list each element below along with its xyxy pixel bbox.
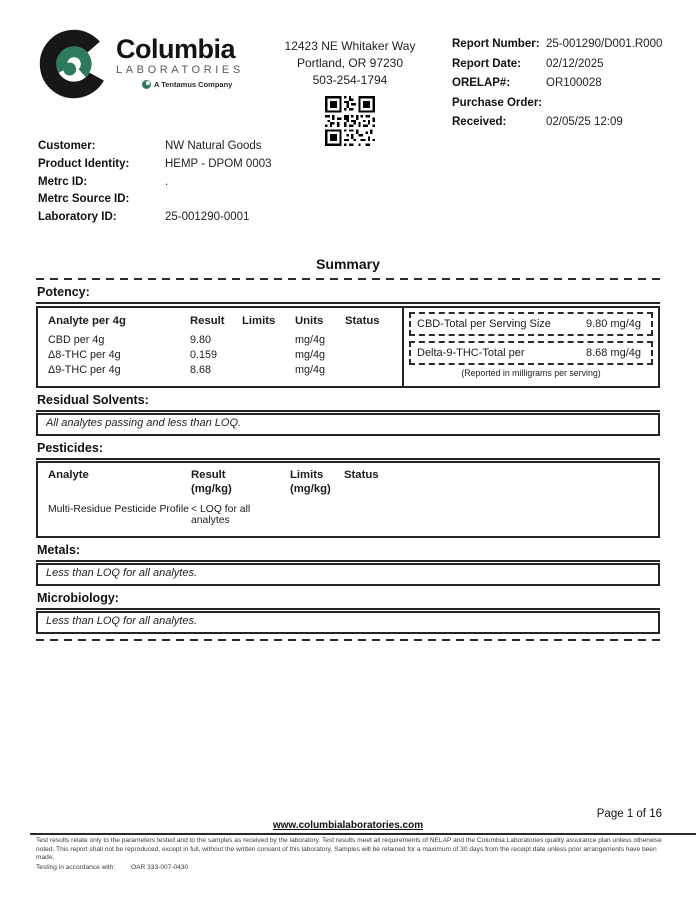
report-info-row bbox=[452, 58, 692, 70]
col-header-analyte: Analyte bbox=[48, 469, 89, 481]
cell-limits bbox=[290, 504, 344, 526]
summary-section bbox=[36, 256, 660, 641]
table-row bbox=[48, 333, 402, 348]
cell-limits bbox=[242, 333, 295, 348]
cbd-total-box bbox=[409, 312, 653, 336]
col-header-limits: Limits bbox=[242, 315, 276, 327]
qr-code-icon bbox=[325, 96, 375, 146]
sample-info-row bbox=[38, 211, 438, 223]
delta9-total-box bbox=[409, 341, 653, 365]
tentamus-icon bbox=[142, 80, 151, 89]
sample-info-row bbox=[38, 140, 438, 152]
microbiology-heading: Microbiology: bbox=[36, 591, 660, 610]
report-date-label: Report Date: bbox=[452, 57, 522, 70]
cell-status bbox=[345, 333, 402, 348]
cell-analyte: CBD per 4g bbox=[48, 334, 105, 346]
dashed-divider bbox=[36, 278, 660, 280]
potency-heading: Potency: bbox=[36, 285, 660, 304]
orelap-value: OR100028 bbox=[546, 77, 602, 89]
report-number-value: 25-001290/D001.R000 bbox=[546, 38, 663, 50]
metrc-id-label: Metrc ID: bbox=[38, 175, 88, 188]
table-row bbox=[48, 363, 402, 378]
logo-wordmark: Columbia bbox=[116, 34, 236, 64]
residual-solvents-result: All analytes passing and less than LOQ. bbox=[36, 413, 660, 436]
orelap-label: ORELAP#: bbox=[452, 77, 511, 89]
report-info-block bbox=[452, 38, 692, 136]
report-info-row bbox=[452, 38, 692, 50]
summary-title: Summary bbox=[316, 256, 380, 272]
sample-info-block bbox=[38, 140, 438, 229]
dashed-divider bbox=[36, 639, 660, 641]
cell-status bbox=[345, 348, 402, 363]
table-row bbox=[48, 504, 658, 526]
cell-analyte: Δ8-THC per 4g bbox=[48, 349, 121, 361]
cbd-total-label: CBD-Total per Serving Size bbox=[417, 318, 551, 330]
cell-units: mg/4g bbox=[295, 334, 326, 346]
cell-status bbox=[344, 504, 658, 526]
metals-result: Less than LOQ for all analytes. bbox=[36, 563, 660, 586]
col-header-units: Units bbox=[295, 315, 324, 327]
received-value: 02/05/25 12:09 bbox=[546, 116, 623, 128]
cell-units: mg/4g bbox=[295, 364, 326, 376]
footer-disclaimer bbox=[36, 837, 664, 872]
table-row bbox=[48, 348, 402, 363]
cell-limits bbox=[242, 348, 295, 363]
metrc-id-value: . bbox=[165, 175, 169, 188]
accordance-label: Testing in accordance with: bbox=[36, 863, 116, 871]
laboratory-id-value: 25-001290-0001 bbox=[165, 211, 250, 224]
customer-value: NW Natural Goods bbox=[165, 140, 262, 152]
potency-header-row bbox=[48, 314, 402, 329]
potency-summary-panel bbox=[404, 308, 658, 386]
col-header-result: Result bbox=[190, 315, 225, 327]
pesticides-heading: Pesticides: bbox=[36, 441, 660, 460]
disclaimer-text: Test results relate only to the parameters tested and to the samples as received by the laboratory. Test results meet all requirements of NELAP and the Columbia Laboratories quality assurance plan unless otherwise noted. This report shall not be reproduced, except in full, without the written consent of this laboratory. Samples will be retained for a maximum of 30 days from the receipt date unless prior arrangements have been made. bbox=[36, 837, 662, 862]
col-header-result: Result (mg/kg) bbox=[191, 469, 232, 495]
cell-result: < LOQ for all analytes bbox=[191, 504, 251, 526]
cell-units: mg/4g bbox=[295, 349, 326, 361]
logo-subtitle: LABORATORIES bbox=[116, 64, 244, 76]
report-info-row bbox=[452, 97, 692, 109]
col-header-analyte: Analyte per 4g bbox=[48, 315, 126, 327]
metals-heading: Metals: bbox=[36, 543, 660, 562]
cell-analyte: Δ9-THC per 4g bbox=[48, 364, 121, 376]
sample-info-row bbox=[38, 176, 438, 188]
serving-note: (Reported in milligrams per serving) bbox=[461, 368, 601, 378]
footer-divider bbox=[30, 833, 696, 835]
col-header-limits: Limits (mg/kg) bbox=[290, 469, 331, 495]
address-line-1: 12423 NE Whitaker Way bbox=[284, 39, 416, 53]
report-info-row bbox=[452, 77, 692, 89]
company-logo bbox=[38, 28, 244, 100]
delta9-total-value: 8.68 mg/4g bbox=[585, 347, 641, 359]
customer-label: Customer: bbox=[38, 140, 96, 152]
cell-limits bbox=[242, 363, 295, 378]
cbd-total-value: 9.80 mg/4g bbox=[585, 318, 641, 330]
logo-tagline: A Tentamus Company bbox=[154, 80, 233, 89]
metrc-source-id-label: Metrc Source ID: bbox=[38, 193, 130, 206]
cell-status bbox=[345, 363, 402, 378]
pesticides-table bbox=[36, 461, 660, 538]
page-number: Page 1 of 16 bbox=[596, 808, 662, 820]
lab-address-block bbox=[255, 38, 445, 151]
potency-table bbox=[38, 308, 404, 386]
sample-info-row bbox=[38, 193, 438, 205]
product-identity-value: HEMP - DPOM 0003 bbox=[165, 157, 272, 170]
report-date-value: 02/12/2025 bbox=[546, 57, 604, 70]
sample-info-row bbox=[38, 158, 438, 170]
cell-result: 8.68 bbox=[190, 364, 212, 376]
pesticides-header-row bbox=[48, 469, 658, 496]
purchase-order-label: Purchase Order: bbox=[452, 96, 543, 109]
col-header-status: Status bbox=[344, 469, 379, 481]
received-label: Received: bbox=[452, 116, 507, 128]
lab-phone: 503-254-1794 bbox=[312, 73, 388, 87]
cell-result: 0.159 bbox=[190, 349, 218, 361]
website-link: www.columbialaboratories.com bbox=[272, 820, 424, 831]
microbiology-result: Less than LOQ for all analytes. bbox=[36, 611, 660, 634]
accordance-value: OAR 333-007-0430 bbox=[131, 863, 189, 871]
potency-box bbox=[36, 306, 660, 388]
report-number-label: Report Number: bbox=[452, 38, 540, 50]
product-identity-label: Product Identity: bbox=[38, 157, 130, 170]
address-line-2: Portland, OR 97230 bbox=[296, 56, 404, 70]
laboratory-id-label: Laboratory ID: bbox=[38, 211, 117, 224]
columbia-c-logo-icon bbox=[38, 28, 110, 100]
col-header-status: Status bbox=[345, 315, 380, 327]
report-info-row bbox=[452, 116, 692, 128]
cell-result: 9.80 bbox=[190, 334, 212, 346]
delta9-total-label: Delta-9-THC-Total per bbox=[417, 347, 525, 359]
residual-solvents-heading: Residual Solvents: bbox=[36, 393, 660, 412]
cell-analyte: Multi-Residue Pesticide Profile bbox=[48, 504, 189, 515]
